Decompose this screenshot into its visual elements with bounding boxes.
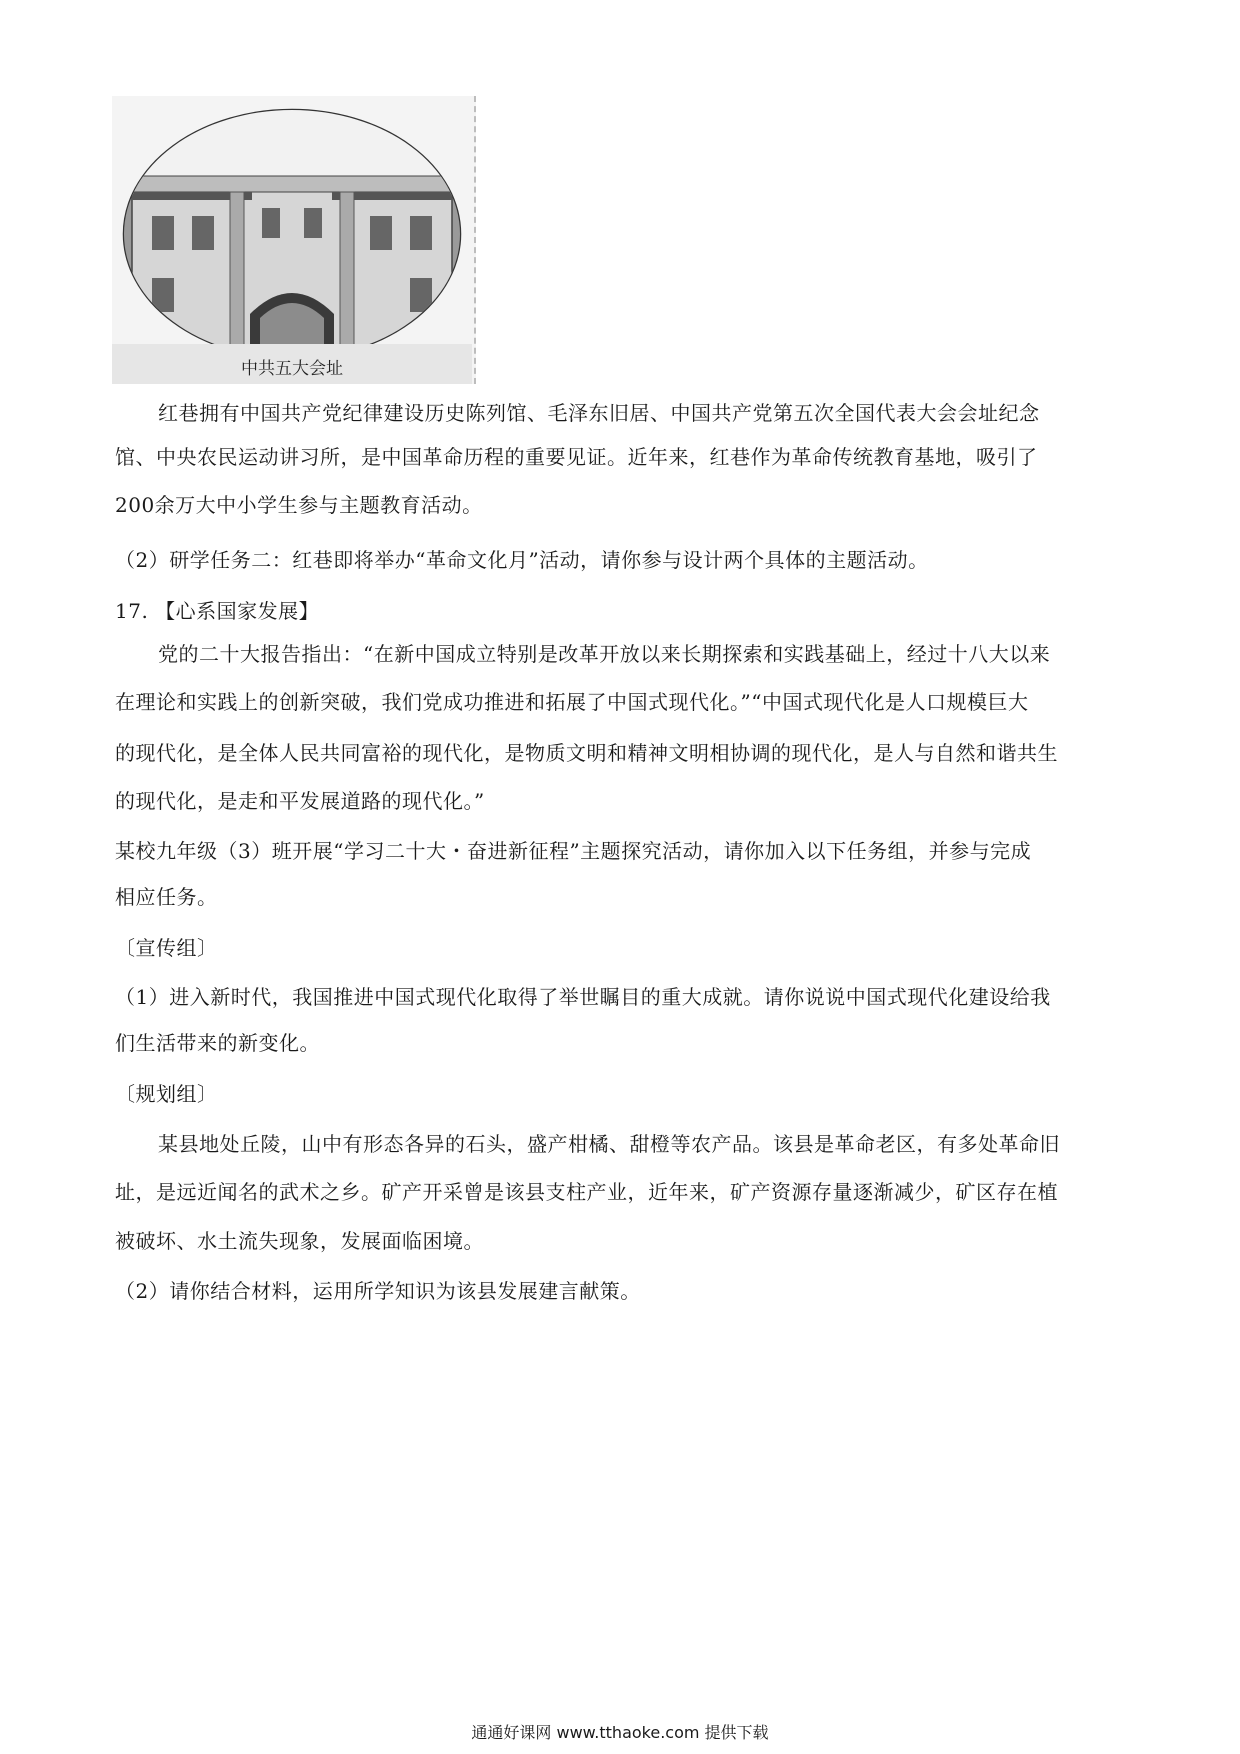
paragraph-hongxiang-line-2: 馆、中央农民运动讲习所，是中国革命历程的重要见证。近年来，红巷作为革命传统教育基地，吸引了 [115,445,1038,469]
question-17-title: 17. 【心系国家发展】 [115,599,320,623]
photo-caption: 中共五大会址 [241,359,343,379]
paragraph-hongxiang-line-1: 红巷拥有中国共产党纪律建设历史陈列馆、毛泽东旧居、中国共产党第五次全国代表大会会址纪念 [158,401,1040,425]
question-2-prompt: （2）请你结合材料，运用所学知识为该县发展建言献策。 [115,1279,641,1303]
question-1-line-2: 们生活带来的新变化。 [115,1031,320,1055]
page-footer: 通通好课网 www.tthaoke.com 提供下载 [471,1723,769,1742]
task-2-prompt: （2）研学任务二：红巷即将举办“革命文化月”活动，请你参与设计两个具体的主题活动。 [115,548,929,572]
activity-line-1: 某校九年级（3）班开展“学习二十大・奋进新征程”主题探究活动，请你加入以下任务组，并参与完成 [115,839,1032,863]
report-line-2: 在理论和实践上的创新突破，我们党成功推进和拓展了中国式现代化。”“中国式现代化是人口规模巨大 [115,690,1029,714]
report-line-1: 党的二十大报告指出：“在新中国成立特别是改革开放以来长期探索和实践基础上，经过十八大以来 [158,642,1051,666]
group-publicity-label: 〔宣传组〕 [115,936,218,960]
building-illustration [112,96,472,384]
county-line-1: 某县地处丘陵，山中有形态各异的石头，盛产柑橘、甜橙等农产品。该县是革命老区，有多处革命旧 [158,1132,1060,1156]
report-line-4: 的现代化，是走和平发展道路的现代化。” [115,789,485,813]
county-line-2: 址，是远近闻名的武术之乡。矿产开采曾是该县支柱产业，近年来，矿产资源存量逐渐减少，矿区存在植 [115,1180,1058,1204]
paragraph-hongxiang-line-3: 200余万大中小学生参与主题教育活动。 [115,493,483,517]
site-photo [112,96,476,384]
county-line-3: 被破坏、水土流失现象，发展面临困境。 [115,1229,484,1253]
activity-line-2: 相应任务。 [115,885,218,909]
question-1-line-1: （1）进入新时代，我国推进中国式现代化取得了举世瞩目的重大成就。请你说说中国式现代化建设给我 [115,985,1051,1009]
group-planning-label: 〔规划组〕 [115,1082,218,1106]
report-line-3: 的现代化，是全体人民共同富裕的现代化，是物质文明和精神文明相协调的现代化，是人与自然和谐共生 [115,741,1058,765]
